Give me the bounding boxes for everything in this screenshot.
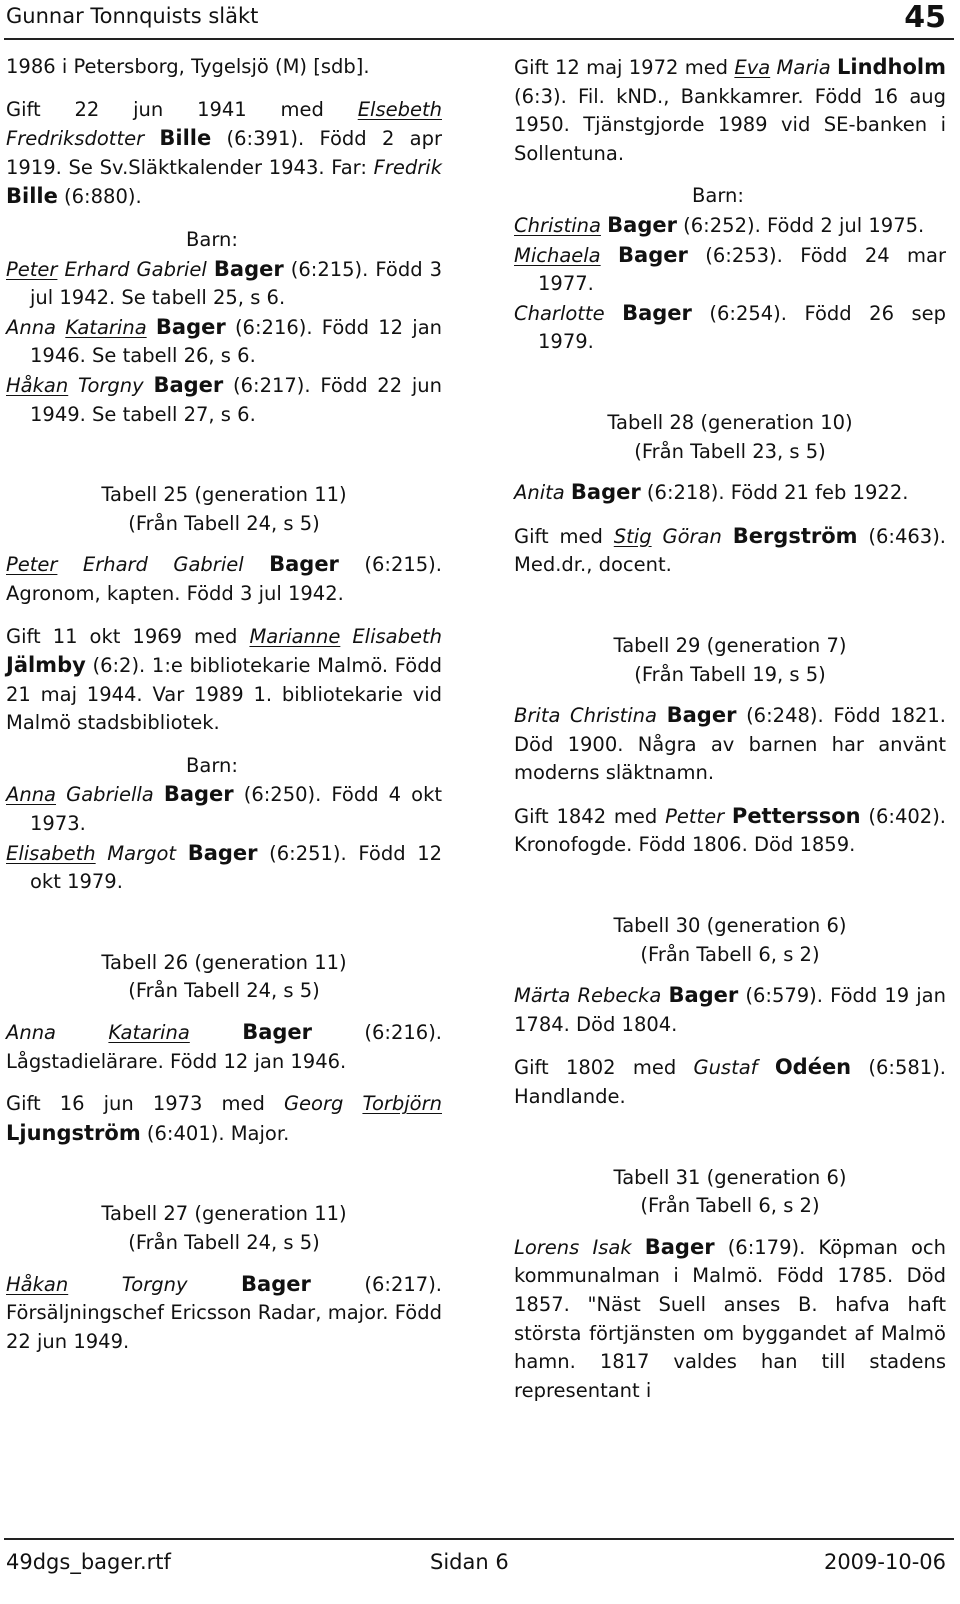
child-entry: Anna Gabriella Bager (6:250). Född 4 okt 1973.	[6, 782, 443, 836]
marriage-paragraph: Gift 12 maj 1972 med Eva Maria Lindholm (6:3). Fil. kND., Bankkamrer. Född 16 aug 1950. Tjänstgjorde 1989 vid SE-banken i Sollentuna.	[514, 55, 947, 165]
footer-date: 2009-10-06	[823, 1550, 946, 1574]
person-paragraph: Peter Erhard Gabriel Bager (6:215). Agronom, kapten. Född 3 jul 1942.	[6, 552, 442, 605]
spouse-given-name: Elsebeth	[357, 97, 442, 121]
right-column	[514, 53, 946, 1405]
spouse-middle-name: Fredriksdotter	[6, 127, 145, 151]
child-entry: Michaela Bager (6:253). Född 24 mar 1977.	[514, 242, 946, 296]
table-heading: Tabell 29 (generation 7) (Från Tabell 19, s 5)	[613, 633, 847, 686]
table-heading: Tabell 25 (generation 11) (Från Tabell 24, s 5)	[101, 483, 347, 535]
left-column	[6, 53, 442, 1356]
table-heading: Tabell 27 (generation 11) (Från Tabell 24, s 5)	[101, 1202, 347, 1254]
marriage-paragraph: Gift 16 jun 1973 med Georg Torbjörn Ljungström (6:401). Major.	[6, 1092, 442, 1145]
child-entry: Peter Erhard Gabriel Bager (6:215). Född 3 jul 1942. Se tabell 25, s 6.	[6, 256, 443, 310]
child-entry: Anna Katarina Bager (6:216). Född 12 jan 1946. Se tabell 26, s 6.	[6, 314, 443, 368]
child-entry: Christina Bager (6:252). Född 2 jul 1975.	[514, 212, 925, 237]
marriage-paragraph: Gift 1842 med Petter Pettersson (6:402). Kronofogde. Född 1806. Död 1859.	[514, 803, 947, 857]
marriage-paragraph: Gift 11 okt 1969 med Marianne Elisabeth Jälmby (6:2). 1:e bibliotekarie Malmö. Född 21 maj 1944. Var 1989 1. bibliotekarie vid Malmö stadsbibliotek.	[6, 624, 442, 735]
table-heading: Tabell 30 (generation 6) (Från Tabell 6, s 2)	[613, 914, 847, 966]
person-paragraph: Märta Rebecka Bager (6:579). Född 19 jan 1784. Död 1804.	[514, 983, 946, 1036]
person-paragraph: Lorens Isak Bager (6:179). Köpman och kommunalman i Malmö. Född 1785. Död 1857. "Näst Suell anses B. hafva haft största förtjänsten om byggandet af Malmö hamn. 1817 valdes han till stadens representant i	[514, 1234, 946, 1402]
header-page-number: 45	[904, 0, 946, 35]
footer-rule	[4, 1538, 954, 1540]
children-heading: Barn:	[692, 184, 744, 208]
person-paragraph: Håkan Torgny Bager (6:217). Försäljningschef Ericsson Radar, major. Född 22 jun 1949.	[6, 1271, 443, 1353]
children-heading: Barn:	[186, 753, 238, 777]
marriage-paragraph: Gift 1802 med Gustaf Odéen (6:581). Handlande.	[514, 1055, 947, 1109]
footer-filename: 49dgs_bager.rtf	[6, 1550, 171, 1574]
header-title: Gunnar Tonnquists släkt	[6, 4, 259, 28]
table-heading: Tabell 31 (generation 6) (Från Tabell 6, s 2)	[613, 1165, 847, 1218]
spouse-surname: Bille	[159, 126, 212, 151]
table-heading: Tabell 26 (generation 11) (Från Tabell 24, s 5)	[101, 950, 347, 1003]
marriage-paragraph: Gift med Stig Göran Bergström (6:463). Med.dr., docent.	[514, 523, 947, 577]
header-rule	[4, 38, 954, 40]
footer-page-label: Sidan 6	[430, 1550, 509, 1574]
marriage-paragraph: Gift 22 jun 1941 med Elsebeth Fredriksdotter Bille (6:391). Född 2 apr 1919. Se Sv.Släktkalender 1943. Far: Fredrik Bille (6:880).	[6, 97, 442, 209]
person-paragraph: Anita Bager (6:218). Född 21 feb 1922.	[514, 480, 909, 505]
child-entry: Håkan Torgny Bager (6:217). Född 22 jun 1949. Se tabell 27, s 6.	[6, 372, 443, 426]
paragraph: 1986 i Petersborg, Tygelsjö (M) [sdb].	[6, 55, 370, 78]
person-paragraph: Brita Christina Bager (6:248). Född 1821. Död 1900. Några av barnen har använt moderns släktnamn.	[514, 703, 946, 785]
child-entry: Charlotte Bager (6:254). Född 26 sep 1979.	[514, 300, 946, 354]
child-entry: Elisabeth Margot Bager (6:251). Född 12 okt 1979.	[6, 840, 443, 894]
children-heading: Barn:	[186, 227, 238, 251]
person-paragraph: Anna Katarina Bager (6:216). Lågstadielärare. Född 12 jan 1946.	[6, 1020, 442, 1073]
table-heading: Tabell 28 (generation 10) (Från Tabell 23, s 5)	[607, 410, 853, 463]
